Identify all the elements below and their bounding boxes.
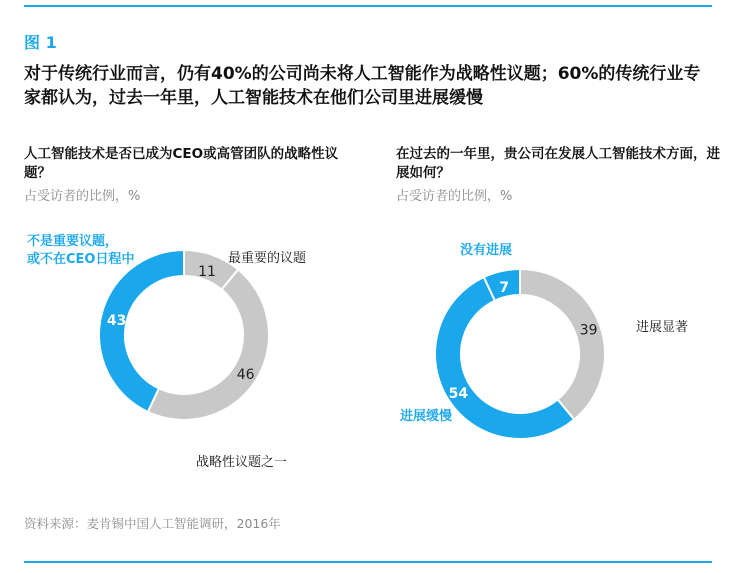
chart-2-value-label-3: 7 [499,279,509,296]
chart-2-value-label-2: 54 [448,386,469,403]
chart-2-subtitle: 占受访者的比例，% [396,189,513,204]
chart-1-category-label-3: 不是重要议题，或不在CEO日程中 [27,234,135,267]
chart-1-category-label-1: 最重要的议题 [228,251,307,266]
chart-1-value-label-2: 46 [236,367,255,384]
figure-label: 图 1 [24,33,57,52]
chart-2-category-label-3: 没有进展 [460,243,513,258]
chart-1-subtitle: 占受访者的比例，% [24,189,141,204]
chart-2-category-label-2: 进展缓慢 [400,409,453,424]
chart-2-title: 在过去的一年里，贵公司在发展人工智能技术方面，进展如何？ [396,146,720,181]
source-note: 资料来源：麦肯锡中国人工智能调研，2016年 [24,516,281,531]
headline: 对于传统行业而言，仍有40%的公司尚未将人工智能作为战略性议题；60%的传统行业专家都认为，过去一年里，人工智能技术在他们公司里进展缓慢 [24,64,701,108]
chart-1-title: 人工智能技术是否已成为CEO或高管团队的战略性议题？ [24,146,339,181]
chart-1-category-label-2: 战略性议题之一 [196,455,288,470]
chart-1-value-label-1: 11 [198,264,216,281]
chart-2-category-label-1: 进展显著 [636,320,689,335]
chart-2-value-label-1: 39 [579,322,598,339]
chart-1-value-label-3: 43 [106,312,127,329]
bottom-rule [24,561,712,563]
chart-1-slice-3 [99,250,184,412]
chart-2-slice-1 [520,269,605,419]
chart-1-slice-2 [148,270,269,420]
